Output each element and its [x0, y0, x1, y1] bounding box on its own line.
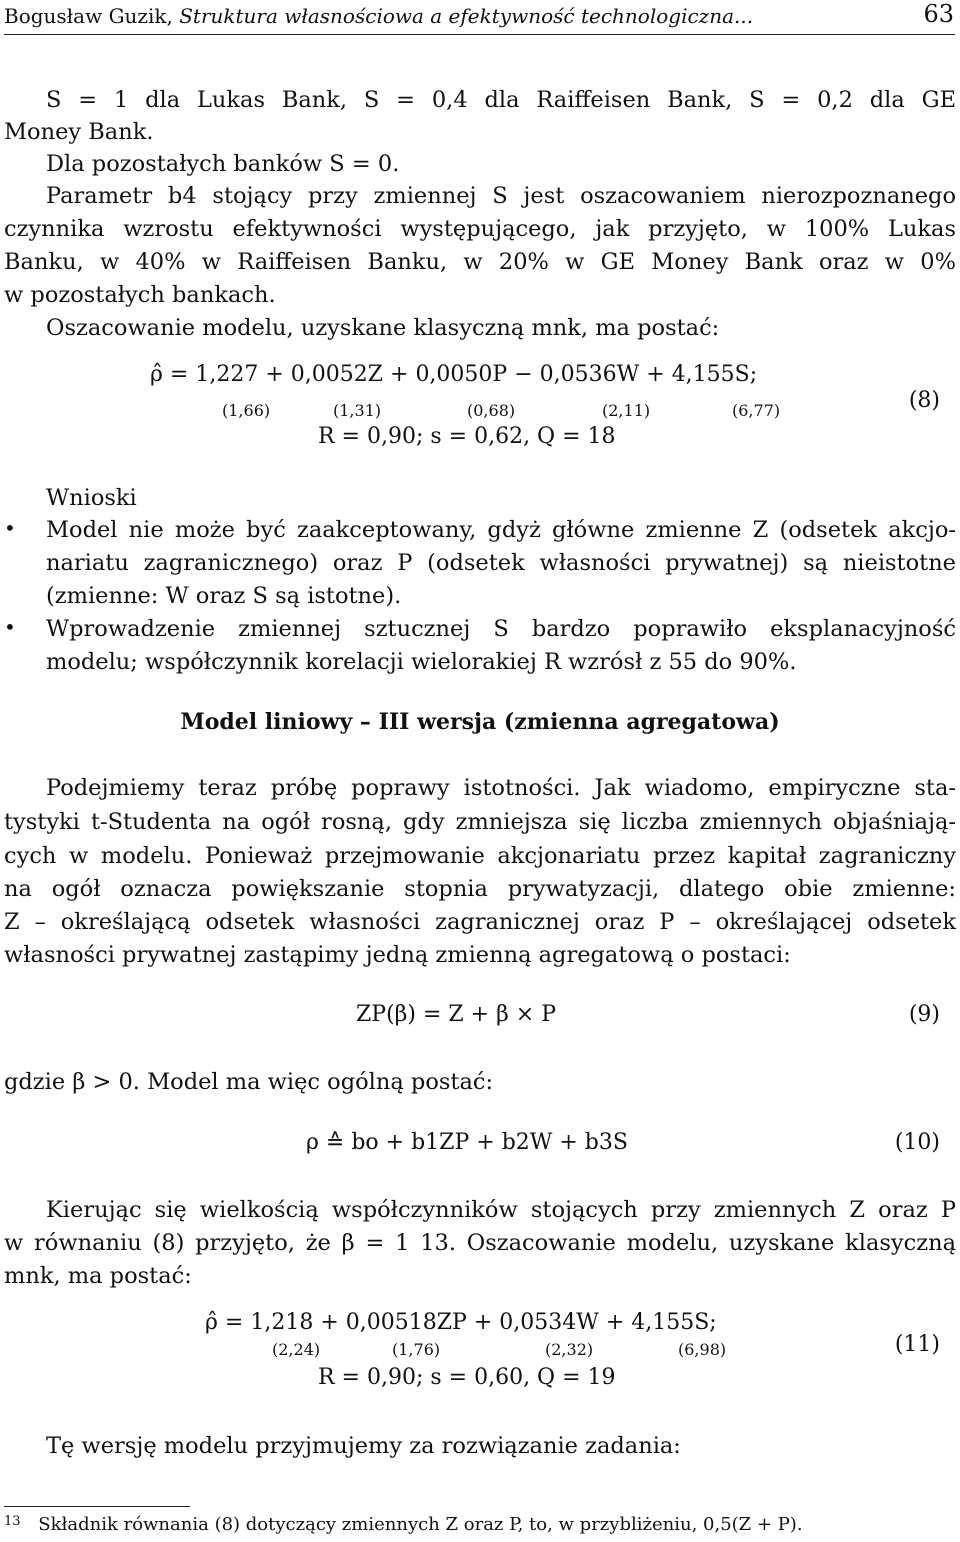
footnote-marker: 13	[4, 1514, 21, 1529]
text-line: Banku, w 40% w Raiffeisen Banku, w 20% w GE Money Bank oraz w 0%	[4, 249, 956, 275]
text-line: Kierując się wielkością współczynników stojących przy zmiennych Z oraz P	[46, 1197, 956, 1223]
equation-9: ZP(β) = Z + β × P	[356, 1002, 557, 1027]
equation-11-line2: R = 0,90; s = 0,60, Q = 19	[318, 1365, 616, 1390]
equation-number: (11)	[894, 1332, 940, 1357]
text-line: (zmienne: W oraz S są istotne).	[46, 583, 402, 609]
equation-10: ρ ≙ bo + b1ZP + b2W + b3S	[306, 1130, 628, 1155]
std-error: (2,32)	[545, 1340, 594, 1359]
equation-number: (10)	[894, 1130, 940, 1155]
text-line: Parametr b4 stojący przy zmiennej S jest oszacowaniem nierozpoznanego	[46, 183, 956, 209]
text-line: modelu; współczynnik korelacji wielorakiej R wzrósł z 55 do 90%.	[46, 649, 797, 675]
bullet-icon: •	[4, 516, 16, 540]
text-line: cych w modelu. Ponieważ przejmowanie akcjonariatu przez kapitał zagraniczny	[4, 843, 956, 869]
text-line: w pozostałych bankach.	[4, 282, 276, 308]
text-line: tystyki t-Studenta na ogół rosną, gdy zmniejsza się liczba zmiennych objaśniają-	[4, 809, 956, 835]
page-number: 63	[923, 0, 954, 28]
text-line: w równaniu (8) przyjęto, że β = 1 13. Oszacowanie modelu, uzyskane klasyczną	[4, 1230, 956, 1256]
text-line: Z – określającą odsetek własności zagranicznej oraz P – określającej odsetek	[4, 909, 956, 935]
std-error: (1,76)	[392, 1340, 441, 1359]
std-error: (2,24)	[272, 1340, 321, 1359]
header-running-title: Struktura własnościowa a efektywność technologiczna...	[179, 4, 754, 28]
footnote-text: Składnik równania (8) dotyczący zmiennych Z oraz P, to, w przybliżeniu, 0,5(Z + P).	[38, 1514, 803, 1536]
text-line: Podejmiemy teraz próbę poprawy istotności. Jak wiadomo, empiryczne sta-	[46, 775, 956, 801]
text-line: na ogół oznacza powiększanie stopnia prywatyzacji, dlatego obie zmienne:	[4, 876, 956, 902]
std-error: (2,11)	[602, 401, 651, 420]
conclusions-label: Wnioski	[46, 485, 137, 511]
equation-8-line1: ρ̂ = 1,227 + 0,0052Z + 0,0050P − 0,0536W + 4,155S;	[150, 362, 758, 387]
text-line: Wprowadzenie zmiennej sztucznej S bardzo poprawiło eksplanacyjność	[46, 616, 956, 642]
text-line: nariatu zagranicznego) oraz P (odsetek własności prywatnej) są nieistotne	[46, 550, 956, 576]
text-line: S = 1 dla Lukas Bank, S = 0,4 dla Raiffeisen Bank, S = 0,2 dla GE	[46, 87, 956, 113]
text-line: własności prywatnej zastąpimy jedną zmienną agregatową o postaci:	[4, 942, 791, 968]
std-error: (6,98)	[678, 1340, 727, 1359]
header-author: Bogusław Guzik,	[4, 4, 173, 28]
footnote-rule	[4, 1506, 190, 1507]
std-error: (6,77)	[732, 401, 781, 420]
text-line: gdzie β > 0. Model ma więc ogólną postać:	[4, 1069, 494, 1095]
section-heading: Model liniowy – III wersja (zmienna agregatowa)	[180, 709, 780, 735]
equation-8-line2: R = 0,90; s = 0,62, Q = 18	[318, 424, 616, 449]
std-error: (1,66)	[222, 401, 271, 420]
header-rule	[4, 34, 955, 35]
text-line: Model nie może być zaakceptowany, gdyż główne zmienne Z (odsetek akcjo-	[46, 517, 956, 543]
text-line: czynnika wzrostu efektywności występującego, jak przyjęto, w 100% Lukas	[4, 216, 956, 242]
equation-number: (9)	[908, 1002, 940, 1027]
footnote	[4, 1514, 803, 1535]
text-line: Money Bank.	[4, 119, 154, 145]
text-line: Dla pozostałych banków S = 0.	[46, 151, 400, 177]
text-line: Tę wersję modelu przyjmujemy za rozwiązanie zadania:	[46, 1433, 681, 1459]
bullet-icon: •	[4, 615, 16, 639]
text-line: mnk, ma postać:	[4, 1263, 192, 1289]
equation-11-line1: ρ̂ = 1,218 + 0,00518ZP + 0,0534W + 4,155S;	[205, 1310, 717, 1335]
running-header	[4, 4, 753, 28]
equation-number: (8)	[908, 388, 940, 413]
std-error: (1,31)	[333, 401, 382, 420]
std-error: (0,68)	[467, 401, 516, 420]
text-line: Oszacowanie modelu, uzyskane klasyczną mnk, ma postać:	[46, 315, 720, 341]
